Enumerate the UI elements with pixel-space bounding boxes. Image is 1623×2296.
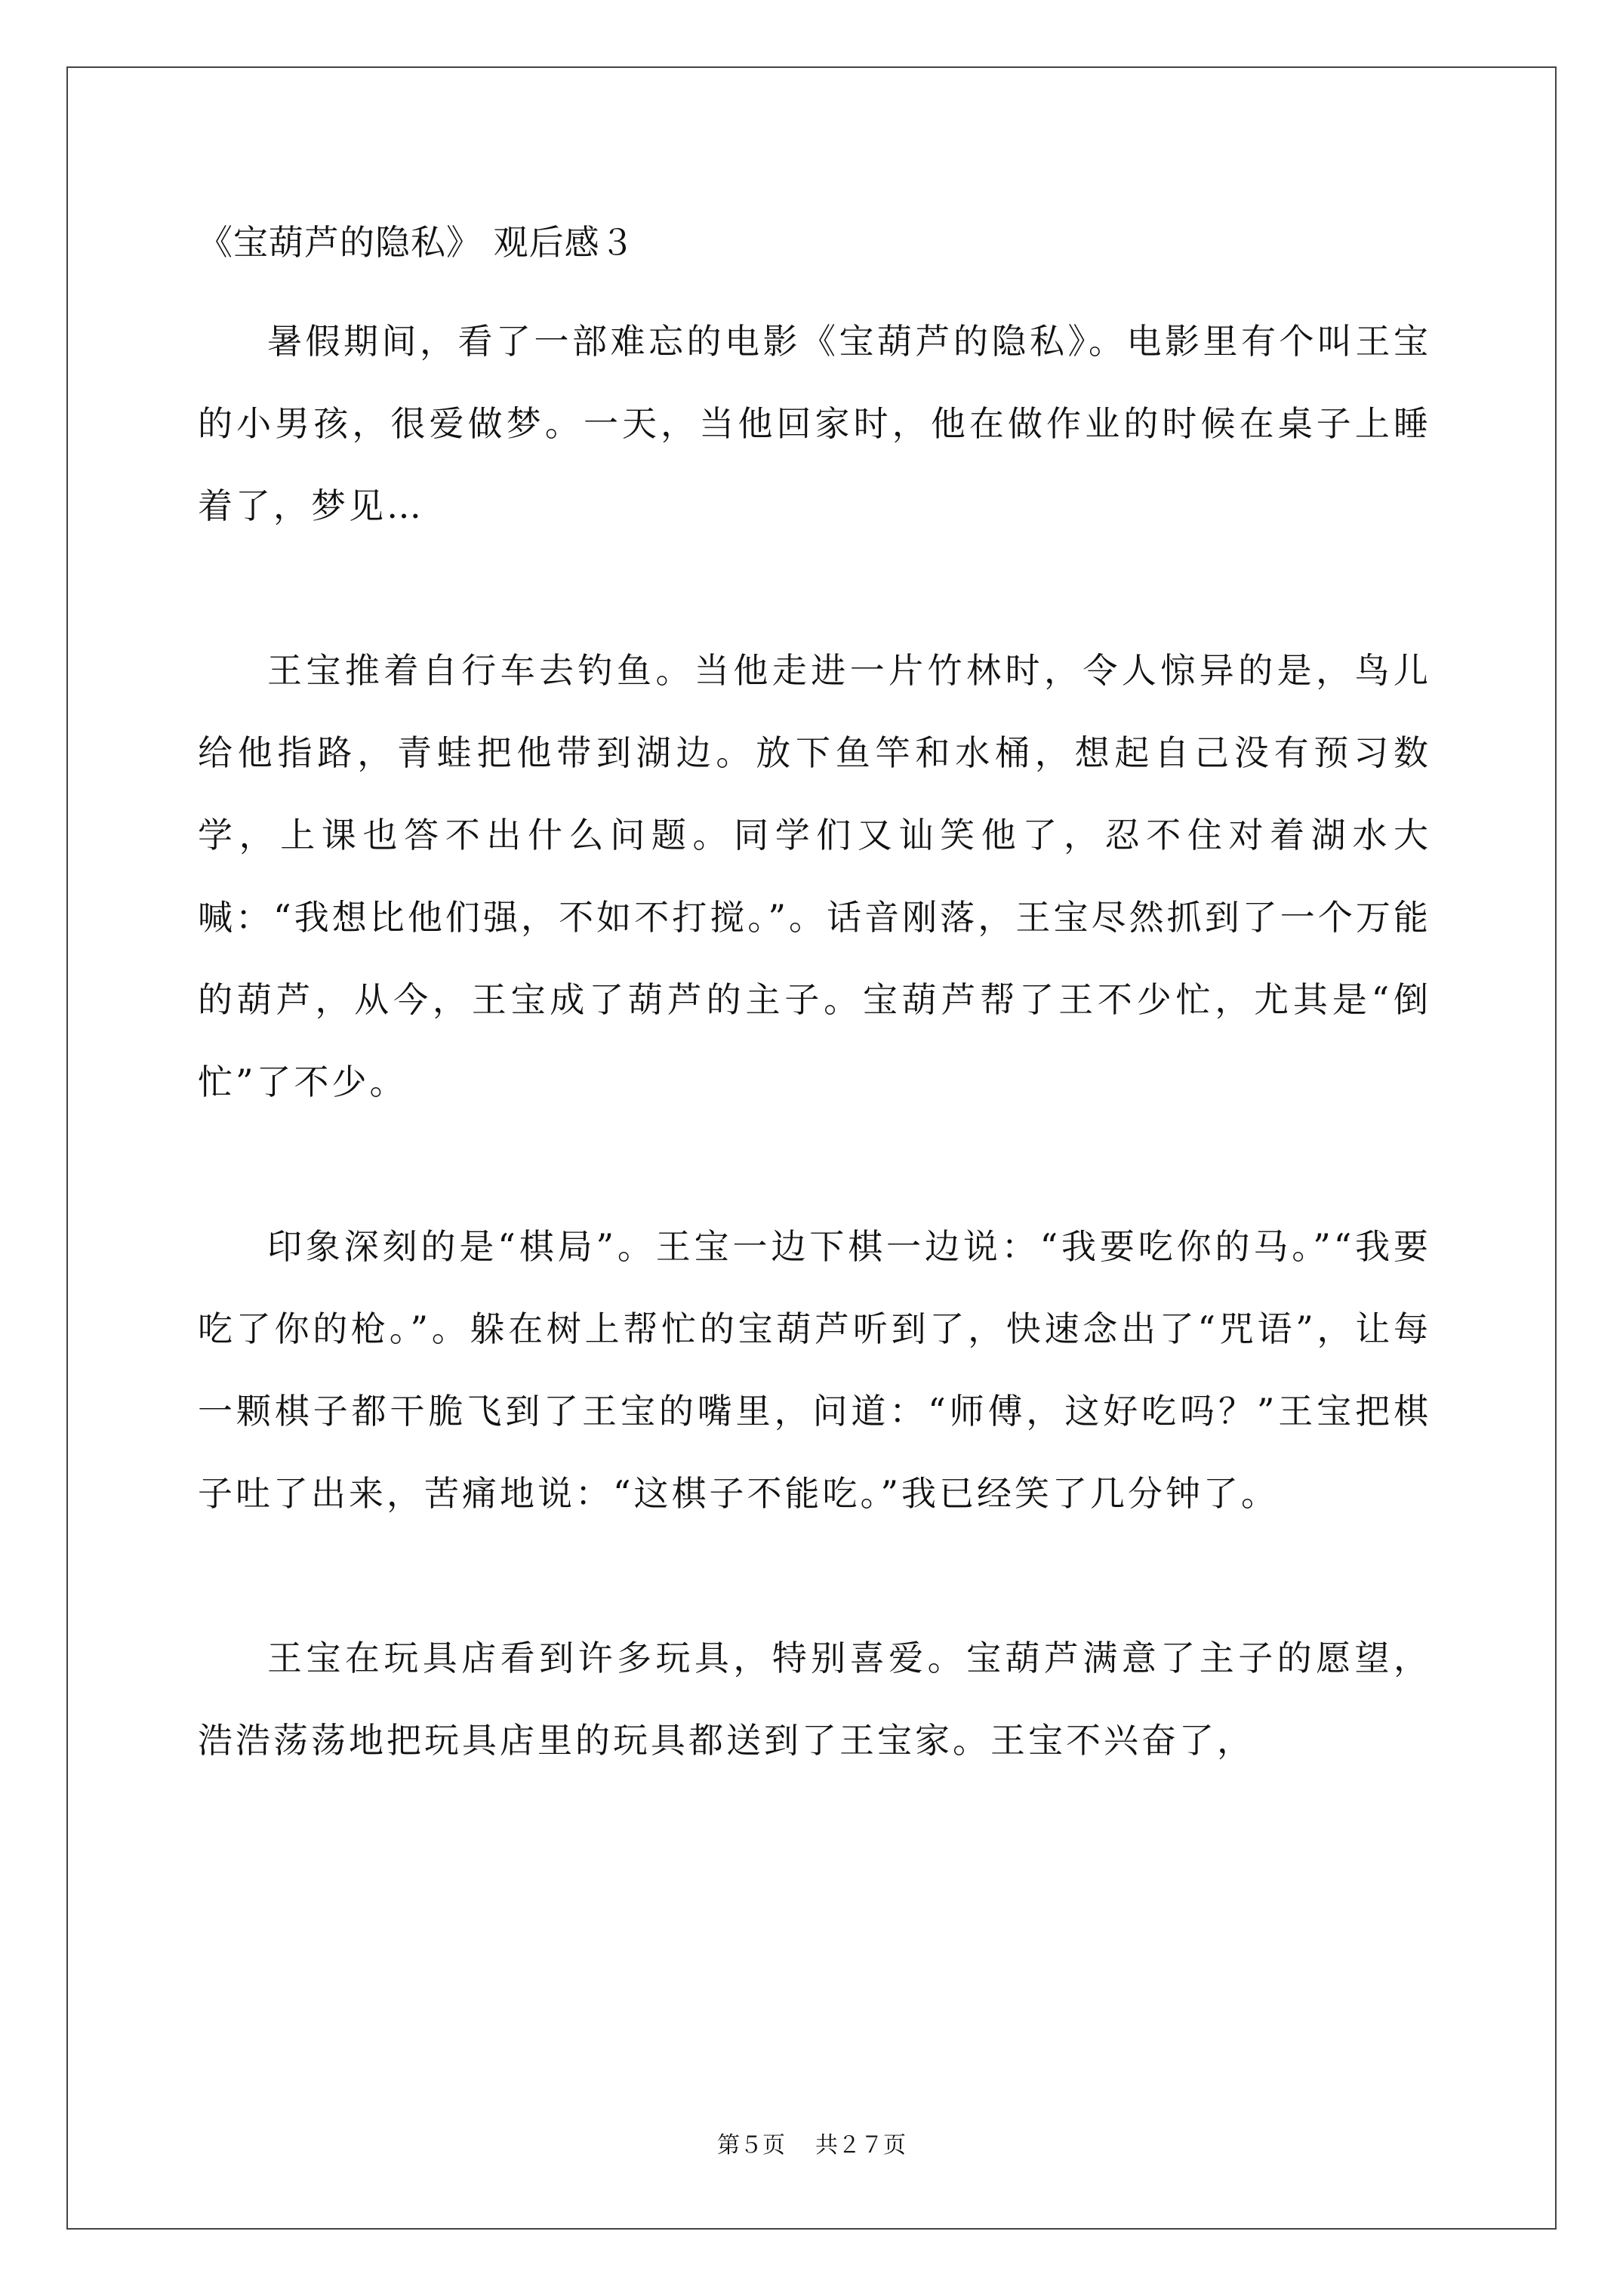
paragraph-4: 王宝在玩具店看到许多玩具，特别喜爱。宝葫芦满意了主子的愿望，浩浩荡荡地把玩具店里的玩具都送到了王宝家。王宝不兴奋了， [198,1638,1431,1761]
document-title: 《宝葫芦的隐私》 观后感３ [198,222,636,263]
paragraph-2: 王宝推着自行车去钓鱼。当他走进一片竹林时，令人惊异的是，鸟儿给他指路，青蛙把他带到湖边。放下鱼竿和水桶，想起自己没有预习数学，上课也答不出什么问题。同学们又讪笑他了，忍不住对着湖水大喊：“我想比他们强，不如不打搅。”。话音刚落，王宝尽然抓到了一个万能的葫芦，从今，王宝成了葫芦的主子。宝葫芦帮了王不少忙，尤其是“倒忙”了不少。 [198,650,1431,1102]
document-body [198,300,1431,1782]
page-number: 第５页 [717,2132,785,2159]
page-total: 共２７页 [815,2132,906,2159]
paragraph-1: 暑假期间，看了一部难忘的电影《宝葫芦的隐私》。电影里有个叫王宝的小男孩，很爱做梦。一天，当他回家时，他在做作业的时候在桌子上睡着了，梦见… [198,321,1431,526]
paragraph-3: 印象深刻的是“棋局”。王宝一边下棋一边说：“我要吃你的马。”“我要吃了你的枪。”。躲在树上帮忙的宝葫芦听到了，快速念出了“咒语”，让每一颗棋子都干脆飞到了王宝的嘴里，问道：“师傅，这好吃吗？”王宝把棋子吐了出来，苦痛地说：“这棋子不能吃。”我已经笑了几分钟了。 [198,1226,1431,1514]
page-footer [0,2134,1623,2157]
